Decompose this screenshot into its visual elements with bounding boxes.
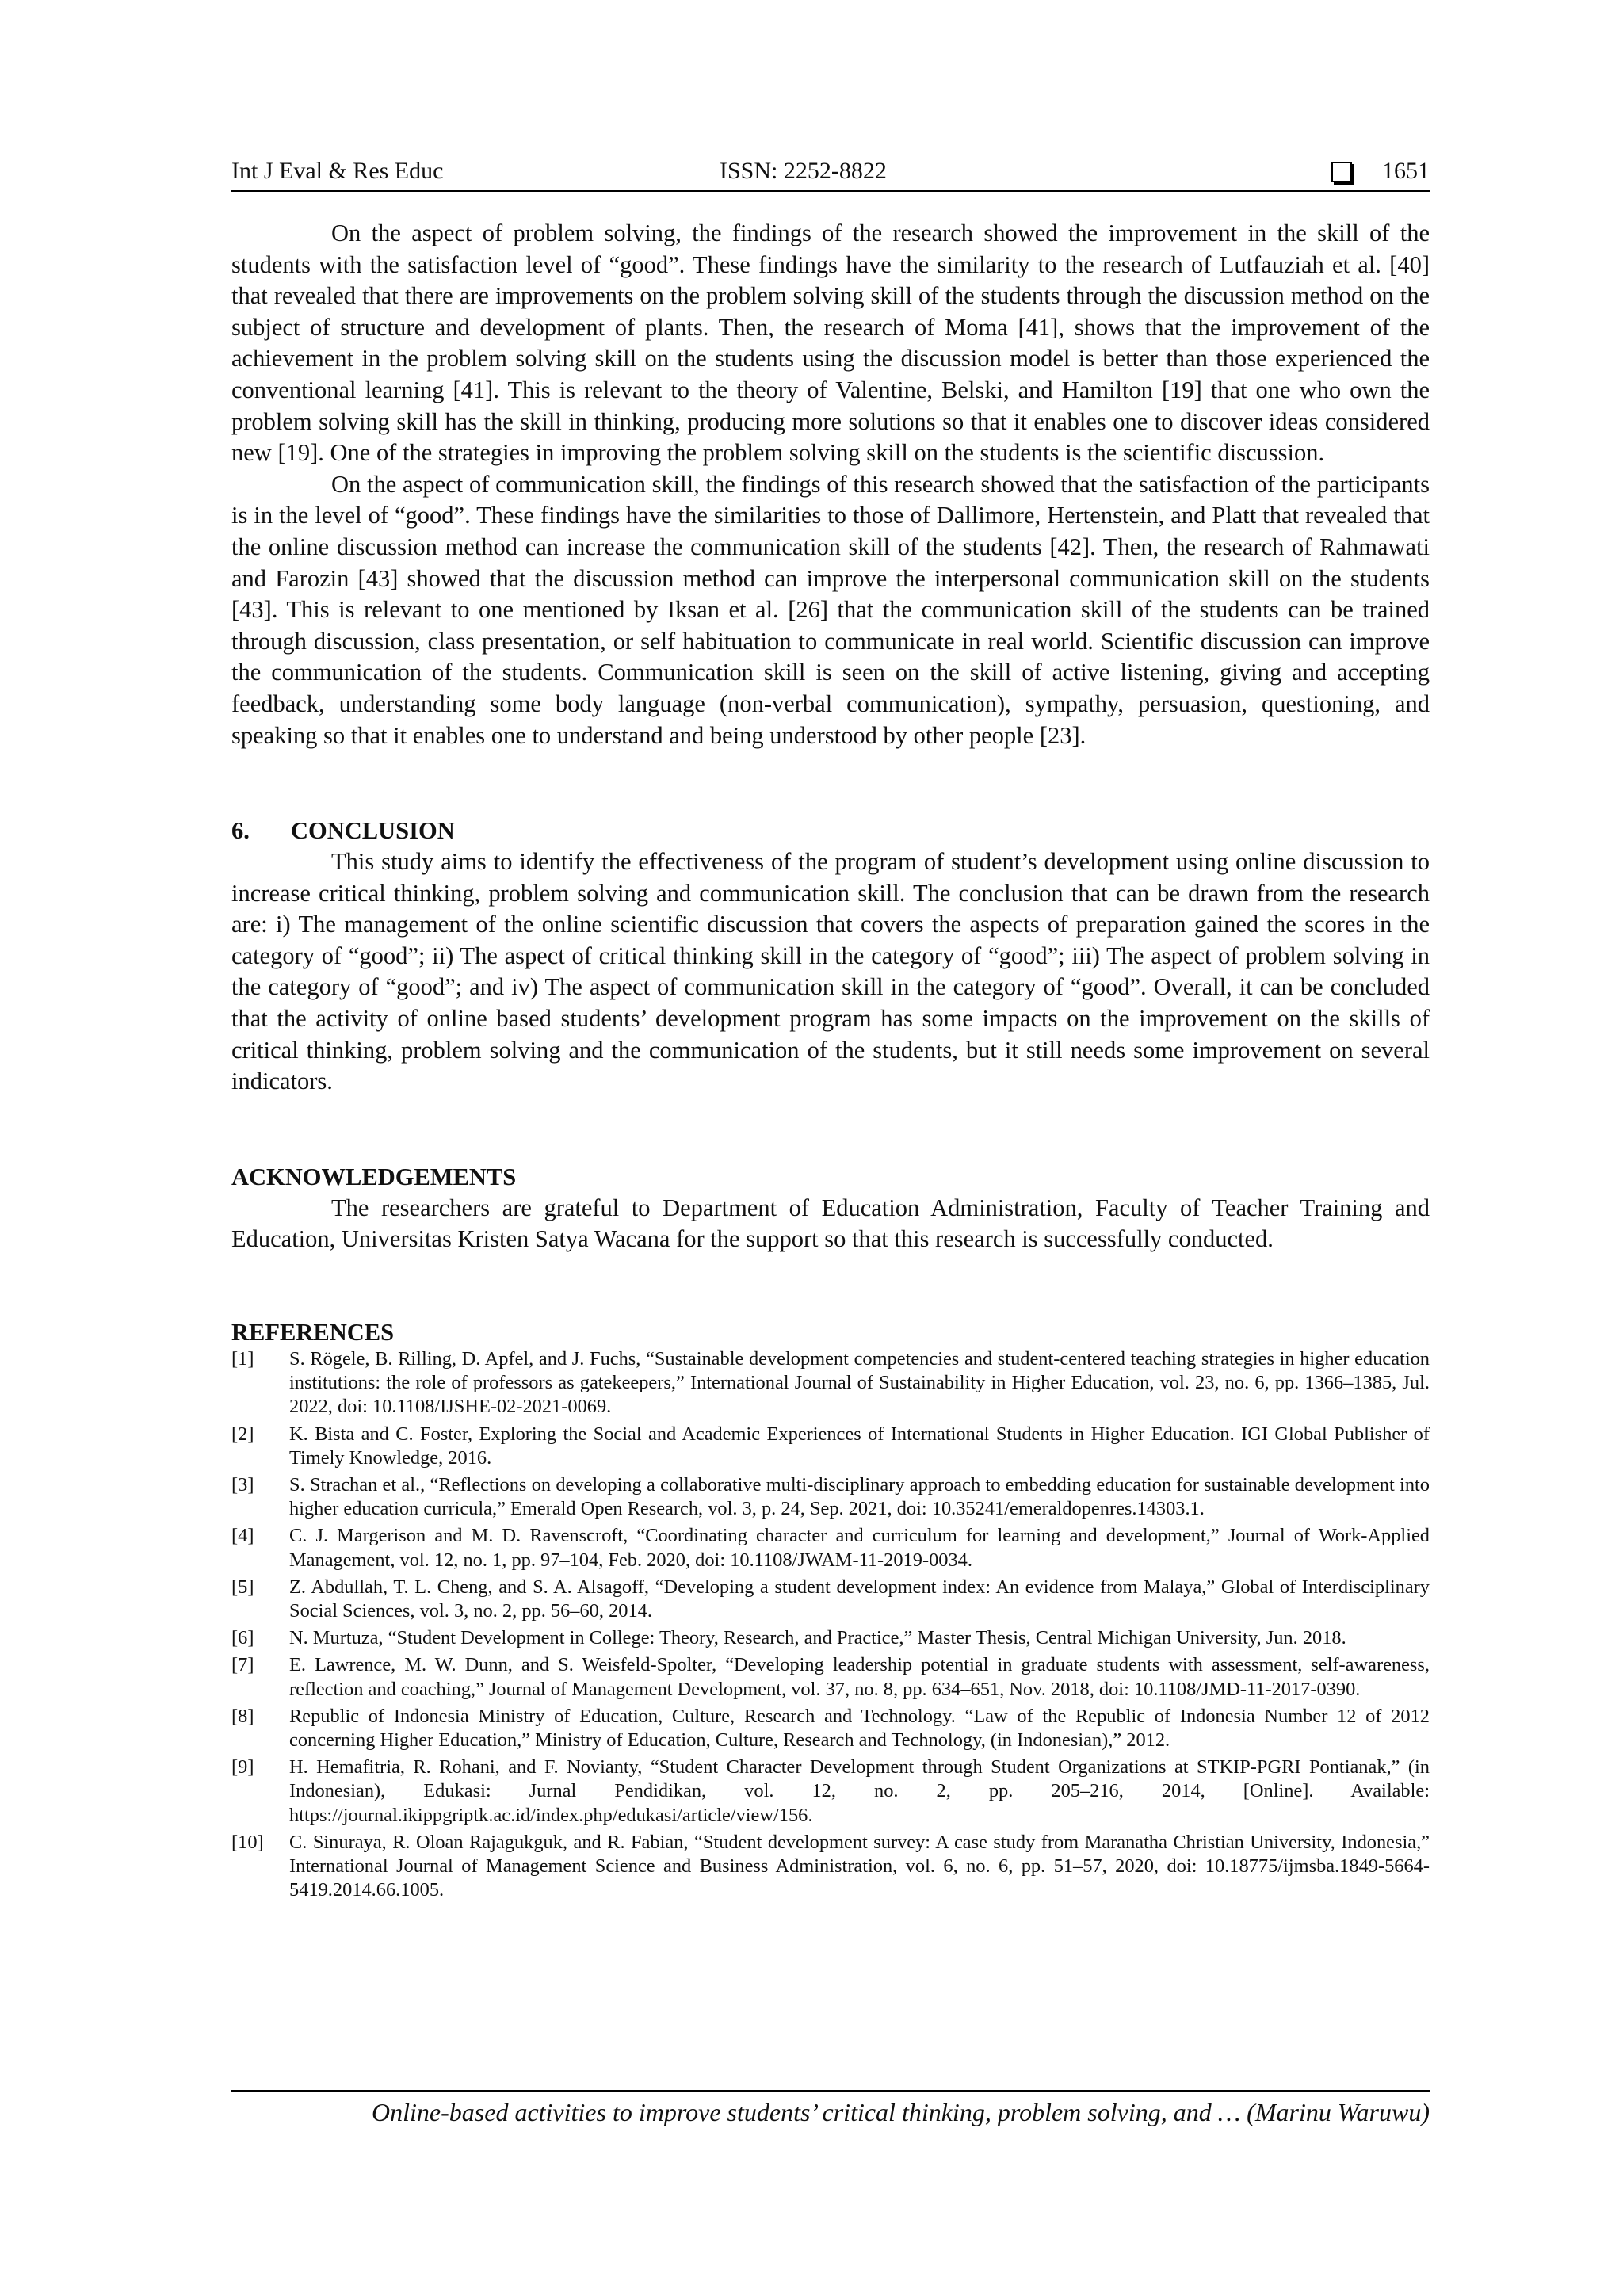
reference-number: [10] <box>231 1831 264 1853</box>
reference-text: E. Lawrence, M. W. Dunn, and S. Weisfeld-Spolter, “Developing leadership potential in graduate students with assessment, self-awareness, reflection and coaching,” Journal of Management Development, vol. 37, no. 8, pp. 634–651, Nov. 2018, doi: 10.1108/JMD-11-2017-0390. <box>289 1654 1430 1700</box>
reference-number: [9] <box>231 1756 254 1778</box>
reference-number: [6] <box>231 1627 254 1649</box>
reference-text: C. Sinuraya, R. Oloan Rajagukguk, and R. Fabian, “Student development survey: A case study from Maranatha Christian University, Indonesia,” International Journal of Management Science and Business Administration, vol. 6, no. 6, pp. 51–57, 2020, doi: 10.18775/ijmsba.1849-5664-5419.2014.66.1005. <box>289 1831 1430 1901</box>
reference-item <box>231 1653 1430 1701</box>
running-header <box>231 155 1430 192</box>
reference-text: C. J. Margerison and M. D. Ravenscroft, “Coordinating character and curriculum for learning and development,” Journal of Work-Applied Management, vol. 12, no. 1, pp. 97–104, Feb. 2020, doi: 10.1108/JWAM-11-2019-0034. <box>289 1525 1430 1571</box>
conclusion-heading <box>231 815 1430 846</box>
acknowledgements-heading: ACKNOWLEDGEMENTS <box>231 1163 517 1190</box>
reference-item <box>231 1705 1430 1752</box>
reference-text: K. Bista and C. Foster, Exploring the Social and Academic Experiences of International Students in Higher Education. IGI Global Publisher of Timely Knowledge, 2016. <box>289 1423 1430 1469</box>
page-content <box>231 218 1430 1906</box>
references-list <box>231 1347 1430 1902</box>
reference-number: [3] <box>231 1474 254 1496</box>
reference-number: [8] <box>231 1705 254 1727</box>
reference-number: [4] <box>231 1525 254 1547</box>
issn: ISSN: 2252-8822 <box>720 158 887 184</box>
journal-name: Int J Eval & Res Educ <box>231 158 444 184</box>
body-paragraph-communication: On the aspect of communication skill, the findings of this research showed that the satisfaction of the participants is in the level of “good”. These findings have the similarities to those of Dallimore, Hertenstein, and Platt that revealed that the online discussion method can increase the communication skill of the students [42]. Then, the research of Rahmawati and Farozin [43] showed that the discussion method can improve the interpersonal communication skill on the students [43]. This is relevant to one mentioned by Iksan et al. [26] that the communication skill of the students can be trained through discussion, class presentation, or self habituation to communicate in real world. Scientific discussion can improve the communication of the students. Communication skill is seen on the skill of active listening, giving and accepting feedback, understanding some body language (non-verbal communication), sympathy, persuasion, questioning, and speaking so that it enables one to understand and being understood by other people [23]. <box>231 470 1430 749</box>
reference-item <box>231 1423 1430 1470</box>
reference-item <box>231 1576 1430 1623</box>
reference-number: [1] <box>231 1348 254 1370</box>
reference-item <box>231 1831 1430 1903</box>
body-paragraph-problem-solving: On the aspect of problem solving, the findings of the research showed the improvement in the skill of the students with the satisfaction level of “good”. These findings have the similarity to the research of Lutfauziah et al. [40] that revealed that there are improvements on the problem solving skill of the students through the discussion method on the subject of structure and development of plants. Then, the research of Moma [41], shows that the improvement of the achievement in the problem solving skill on the students using the discussion model is better than those experienced the conventional learning [41]. This is relevant to the theory of Valentine, Belski, and Hamilton [19] that one who own the problem solving skill has the skill in thinking, producing more solutions so that it enables one to discover ideas considered new [19]. One of the strategies in improving the problem solving skill on the students is the scientific discussion. <box>231 220 1430 467</box>
square-bullet-icon <box>1331 162 1352 182</box>
references-heading: REFERENCES <box>231 1319 395 1347</box>
page-number-group <box>1331 155 1430 187</box>
reference-text: N. Murtuza, “Student Development in College: Theory, Research, and Practice,” Master Thesis, Central Michigan University, Jun. 2018. <box>289 1627 1346 1649</box>
conclusion-paragraph: This study aims to identify the effectiveness of the program of student’s development using online discussion to increase critical thinking, problem solving and communication skill. The conclusion that can be drawn from the research are: i) The management of the online scientific discussion that covers the aspects of preparation gained the scores in the category of “good”; ii) The aspect of critical thinking skill in the category of “good”; iii) The aspect of problem solving in the category of “good”; and iv) The aspect of communication skill in the category of “good”. Overall, it can be concluded that the activity of online based students’ development program has some impacts on the improvement on the skills of critical thinking, problem solving and the communication of the students, but it still needs some improvement on several indicators. <box>231 848 1430 1095</box>
reference-item <box>231 1755 1430 1828</box>
reference-text: S. Rögele, B. Rilling, D. Apfel, and J. Fuchs, “Sustainable development competencies and student-centered teaching strategies in higher education institutions: the role of professors as gatekeepers,” International Journal of Sustainability in Higher Education, vol. 23, no. 6, pp. 1366–1385, Jul. 2022, doi: 10.1108/IJSHE-02-2021-0069. <box>289 1348 1430 1418</box>
reference-text: Z. Abdullah, T. L. Cheng, and S. A. Alsagoff, “Developing a student development index: An evidence from Malaya,” Global of Interdisciplinary Social Sciences, vol. 3, no. 2, pp. 56–60, 2014. <box>289 1576 1430 1622</box>
reference-item <box>231 1347 1430 1419</box>
reference-number: [5] <box>231 1576 254 1598</box>
footer-title: Online-based activities to improve students’ critical thinking, problem solving, and … (Marinu Waruwu) <box>372 2098 1430 2126</box>
reference-text: H. Hemafitria, R. Rohani, and F. Novianty, “Student Character Development through Student Organizations at STKIP-PGRI Pontianak,” (in Indonesian), Edukasi: Jurnal Pendidikan, vol. 12, no. 2, pp. 205–216, 2014, [Online]. Available: https://journal.ikippgriptk.ac.id/index.php/edukasi/article/view/156. <box>289 1756 1430 1826</box>
page-number: 1651 <box>1382 158 1430 184</box>
running-footer <box>231 2090 1430 2130</box>
reference-number: [2] <box>231 1423 254 1445</box>
reference-item <box>231 1473 1430 1521</box>
reference-item <box>231 1626 1430 1650</box>
section-number: 6. <box>231 817 250 845</box>
section-title: CONCLUSION <box>291 817 455 845</box>
reference-item <box>231 1524 1430 1572</box>
reference-number: [7] <box>231 1654 254 1676</box>
acknowledgements-paragraph: The researchers are grateful to Department of Education Administration, Faculty of Teacher Training and Education, Universitas Kristen Satya Wacana for the support so that this research is successfully conducted. <box>231 1194 1430 1253</box>
reference-text: S. Strachan et al., “Reflections on developing a collaborative multi-disciplinary approach to embedding education for sustainable development into higher education curricula,” Emerald Open Research, vol. 3, p. 24, Sep. 2021, doi: 10.35241/emeraldopenres.14303.1. <box>289 1474 1430 1520</box>
reference-text: Republic of Indonesia Ministry of Education, Culture, Research and Technology. “Law of the Republic of Indonesia Number 12 of 2012 concerning Higher Education,” Ministry of Education, Culture, Research and Technology, (in Indonesian),” 2012. <box>289 1705 1430 1752</box>
